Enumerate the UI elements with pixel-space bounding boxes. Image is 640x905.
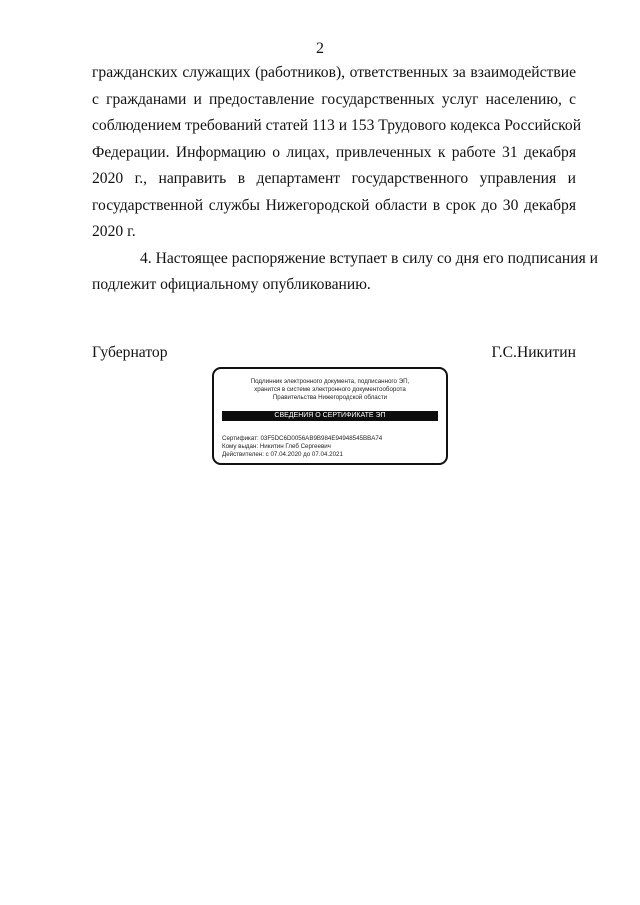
stamp-header-line: Правительства Нижегородской области bbox=[272, 393, 388, 401]
paragraph-3-line: 2020 г. bbox=[92, 223, 136, 240]
paragraph-3-line: Федерации. Информацию о лицах, привлеченных к работе 31 декабря bbox=[92, 143, 576, 161]
stamp-banner: СВЕДЕНИЯ О СЕРТИФИКАТЕ ЭП bbox=[222, 411, 438, 421]
page-number: 2 bbox=[316, 40, 324, 57]
paragraph-4-line: подлежит официальному опубликованию. bbox=[92, 276, 371, 293]
certificate-number: Сертификат: 03F5DC6D0056AB9B984E94948545BBA74 bbox=[222, 435, 383, 442]
stamp-header-line: Подлинник электронного документа, подписанного ЭП, bbox=[250, 378, 410, 385]
paragraph-4-line: 4. Настоящее распоряжение вступает в силу со дня его подписания и bbox=[140, 249, 599, 267]
signature-block bbox=[92, 344, 576, 366]
signatory-title: Губернатор bbox=[92, 344, 168, 361]
paragraph-3-line: государственной службы Нижегородской области в срок до 30 декабря bbox=[92, 196, 576, 214]
certificate-owner: Кому выдан: Никитин Глеб Сергеевич bbox=[222, 443, 331, 451]
paragraph-3-line: соблюдением требований статей 113 и 153 Трудового кодекса Российской bbox=[92, 117, 582, 134]
document-body bbox=[92, 60, 599, 299]
stamp-header-line: хранится в системе электронного документооборота bbox=[254, 385, 406, 393]
paragraph-3-line: с гражданами и предоставление государственных услуг населению, с bbox=[92, 90, 576, 108]
certificate-validity: Действителен: с 07.04.2020 до 07.04.2021 bbox=[222, 451, 343, 459]
e-signature-stamp bbox=[212, 367, 448, 465]
signatory-name: Г.С.Никитин bbox=[491, 344, 576, 361]
paragraph-3-line: 2020 г., направить в департамент государственного управления и bbox=[92, 170, 576, 187]
stamp-details bbox=[222, 435, 440, 460]
stamp-header bbox=[222, 378, 438, 401]
paragraph-3-line: гражданских служащих (работников), ответственных за взаимодействие bbox=[92, 64, 576, 81]
